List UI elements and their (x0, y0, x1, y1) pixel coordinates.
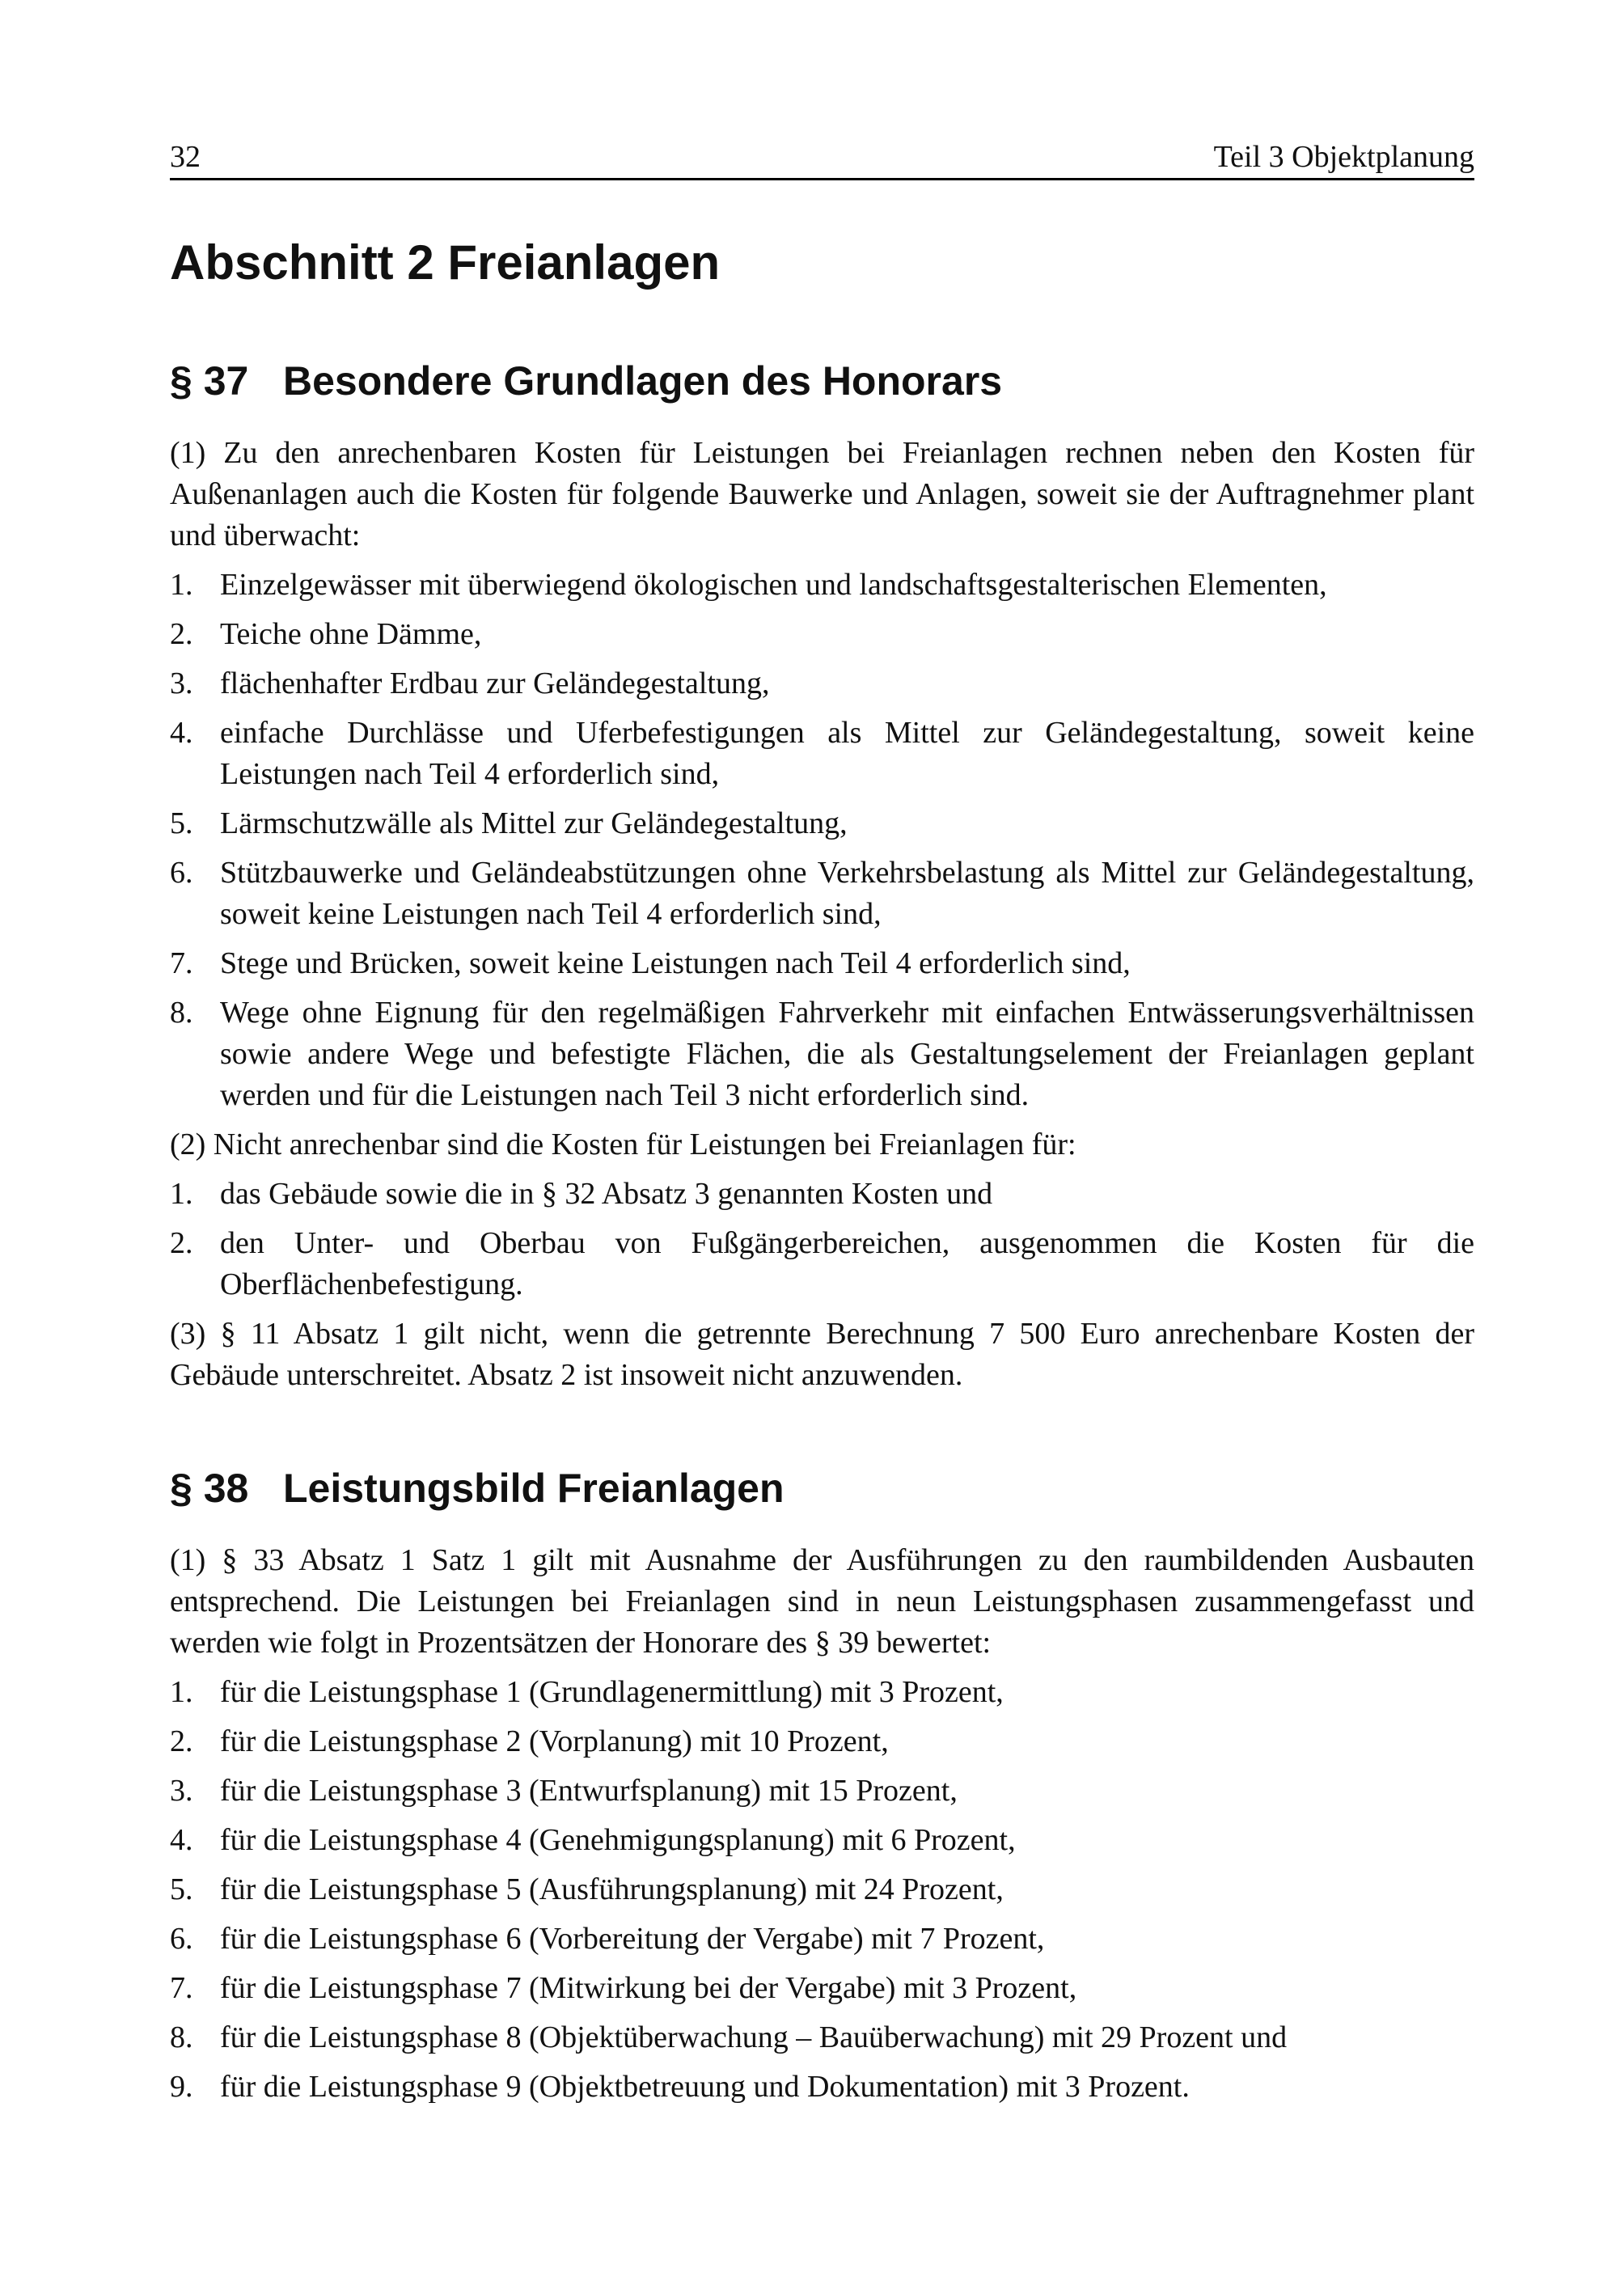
section-37-paragraph-2: (2) Nicht anrechenbar sind die Kosten für Leistungen bei Freianlagen für: (170, 1127, 1076, 1161)
list-item-number: 9. (170, 2070, 193, 2104)
section-37-paragraph-1: (1) Zu den anrechenbaren Kosten für Leistungen bei Freianlagen rechnen neben den Kosten für Außenanlagen auch die Kosten für folgende Bauwerke und Anlagen, soweit sie der Auftragnehmer plant und überwacht: (170, 436, 1474, 552)
list-item (170, 1721, 1474, 1762)
section-37-heading (170, 358, 1474, 404)
list-item-number: 8. (170, 2020, 193, 2054)
list-item (170, 1919, 1474, 1960)
section-37-list-1 (170, 565, 1474, 1116)
list-item-text: für die Leistungsphase 2 (Vorplanung) mit 10 Prozent, (220, 1724, 889, 1758)
list-item-text: für die Leistungsphase 1 (Grundlagenermittlung) mit 3 Prozent, (220, 1675, 1004, 1709)
list-item (170, 1174, 1474, 1215)
list-item-number: 3. (170, 666, 193, 700)
running-header (170, 136, 1474, 180)
section-37-paragraph-3: (3) § 11 Absatz 1 gilt nicht, wenn die getrennte Berechnung 7 500 Euro anrechenbare Kosten der Gebäude unterschreitet. Absatz 2 ist insoweit nicht anzuwenden. (170, 1317, 1474, 1392)
list-item (170, 2017, 1474, 2058)
list-item (170, 943, 1474, 984)
list-item-number: 1. (170, 1177, 193, 1211)
list-item-text: einfache Durchlässe und Uferbefestigungen als Mittel zur Geländegestaltung, soweit keine Leistungen nach Teil 4 erforderlich sind, (220, 716, 1474, 791)
list-item-number: 8. (170, 996, 193, 1030)
list-item-text: Lärmschutzwälle als Mittel zur Geländegestaltung, (220, 806, 848, 840)
list-item-number: 4. (170, 1823, 193, 1857)
list-item (170, 1869, 1474, 1910)
section-38-number: § 38 (170, 1466, 249, 1511)
list-item-text: für die Leistungsphase 3 (Entwurfsplanung) mit 15 Prozent, (220, 1774, 958, 1808)
list-item (170, 1672, 1474, 1713)
list-item (170, 1223, 1474, 1305)
list-item-number: 7. (170, 946, 193, 980)
list-item-text: für die Leistungsphase 7 (Mitwirkung bei der Vergabe) mit 3 Prozent, (220, 1971, 1077, 2005)
list-item-text: Stützbauwerke und Geländeabstützungen ohne Verkehrsbelastung als Mittel zur Geländegestaltung, soweit keine Leistungen nach Teil 4 erforderlich sind, (220, 856, 1474, 931)
list-item-text: Einzelgewässer mit überwiegend ökologischen und landschaftsgestalterischen Elementen, (220, 568, 1327, 602)
section-37-number: § 37 (170, 358, 249, 404)
list-item-number: 1. (170, 1675, 193, 1709)
list-item (170, 1771, 1474, 1812)
list-item-text: für die Leistungsphase 5 (Ausführungsplanung) mit 24 Prozent, (220, 1872, 1004, 1906)
list-item (170, 1820, 1474, 1861)
list-item (170, 713, 1474, 795)
section-37-title: Besondere Grundlagen des Honorars (283, 358, 1003, 404)
list-item-text: das Gebäude sowie die in § 32 Absatz 3 genannten Kosten und (220, 1177, 993, 1211)
list-item (170, 992, 1474, 1116)
list-item-text: für die Leistungsphase 6 (Vorbereitung der Vergabe) mit 7 Prozent, (220, 1922, 1045, 1956)
list-item (170, 614, 1474, 655)
chapter-title: Abschnitt 2 Freianlagen (170, 235, 721, 290)
list-item (170, 2067, 1474, 2108)
list-item-text: für die Leistungsphase 9 (Objektbetreuung und Dokumentation) mit 3 Prozent. (220, 2070, 1190, 2104)
list-item (170, 565, 1474, 606)
section-37 (170, 358, 1474, 1404)
list-item-text: den Unter- und Oberbau von Fußgängerbereichen, ausgenommen die Kosten für die Oberflächenbefestigung. (220, 1226, 1474, 1301)
section-37-list-2 (170, 1174, 1474, 1305)
list-item-number: 6. (170, 856, 193, 890)
list-item-number: 4. (170, 716, 193, 750)
list-item-text: flächenhafter Erdbau zur Geländegestaltung, (220, 666, 770, 700)
list-item-number: 5. (170, 806, 193, 840)
list-item-text: Teiche ohne Dämme, (220, 617, 482, 651)
list-item-text: Wege ohne Eignung für den regelmäßigen Fahrverkehr mit einfachen Entwässerungsverhältnissen sowie andere Wege und befestigte Flächen, die als Gestaltungselement der Freianlagen geplant werden und für die Leistungen nach Teil 3 nicht erforderlich sind. (220, 996, 1474, 1112)
list-item (170, 663, 1474, 704)
list-item-number: 2. (170, 1226, 193, 1260)
list-item-text: für die Leistungsphase 8 (Objektüberwachung – Bauüberwachung) mit 29 Prozent und (220, 2020, 1288, 2054)
section-38-list-1 (170, 1672, 1474, 2108)
list-item-number: 7. (170, 1971, 193, 2005)
list-item-number: 2. (170, 1724, 193, 1758)
list-item (170, 1968, 1474, 2009)
list-item-text: für die Leistungsphase 4 (Genehmigungsplanung) mit 6 Prozent, (220, 1823, 1016, 1857)
list-item-number: 6. (170, 1922, 193, 1956)
list-item (170, 852, 1474, 935)
list-item-number: 1. (170, 568, 193, 602)
list-item-number: 5. (170, 1872, 193, 1906)
list-item (170, 803, 1474, 844)
list-item-number: 3. (170, 1774, 193, 1808)
section-38-title: Leistungsbild Freianlagen (283, 1466, 785, 1511)
section-38-paragraph-1: (1) § 33 Absatz 1 Satz 1 gilt mit Ausnahme der Ausführungen zu den raumbildenden Ausbauten entsprechend. Die Leistungen bei Freianlagen sind in neun Leistungsphasen zusammengefasst und werden wie folgt in Prozentsätzen der Honorare des § 39 bewertet: (170, 1543, 1474, 1660)
page-number: 32 (170, 140, 201, 174)
running-title: Teil 3 Objektplanung (1213, 140, 1474, 174)
section-38 (170, 1468, 1474, 2116)
section-38-heading (170, 1468, 1474, 1509)
list-item-number: 2. (170, 617, 193, 651)
list-item-text: Stege und Brücken, soweit keine Leistungen nach Teil 4 erforderlich sind, (220, 946, 1131, 980)
